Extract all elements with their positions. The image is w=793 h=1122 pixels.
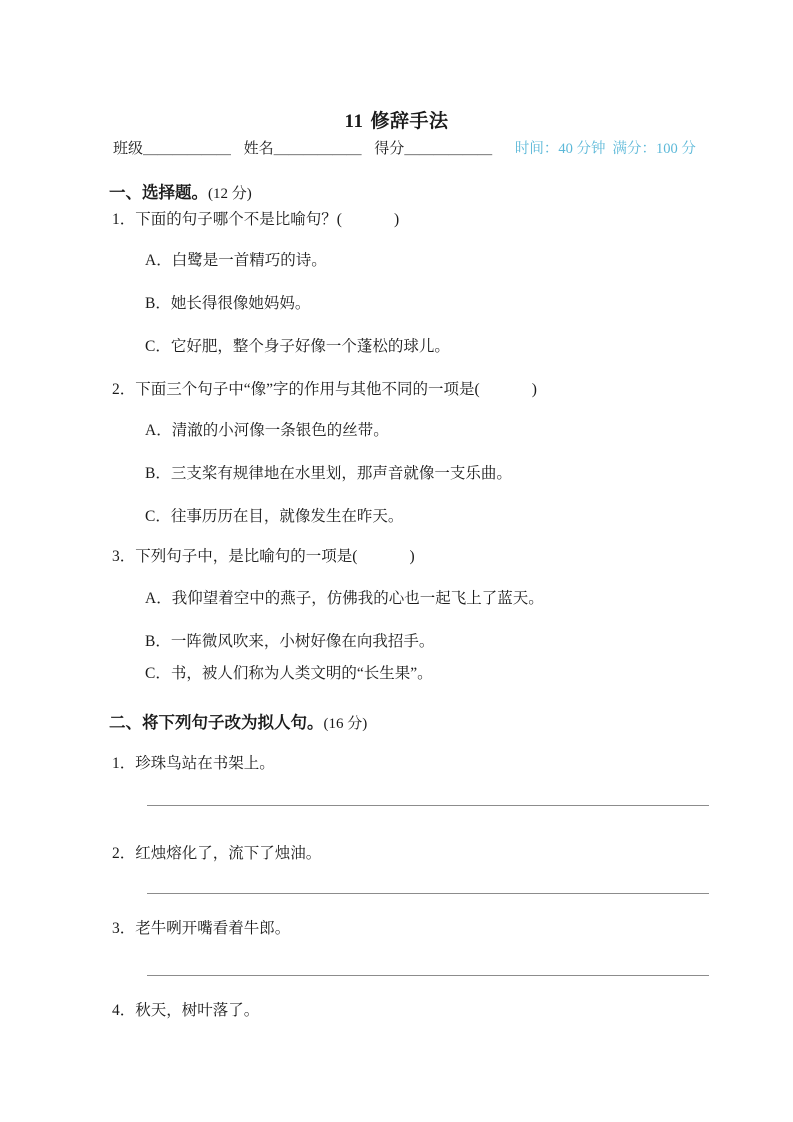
rewrite-item-1-text: 珍珠鸟站在书架上。: [135, 755, 275, 772]
option-c-text: 往事历历在目，就像发生在昨天。: [170, 508, 404, 525]
answer-line-3[interactable]: [147, 975, 709, 976]
answer-line-1[interactable]: [147, 805, 709, 806]
option-c-text: 书，被人们称为人类文明的“长生果”。: [170, 665, 433, 682]
option-a-text: 清澈的小河像一条银色的丝带。: [171, 422, 389, 439]
option-a-label: A．: [145, 422, 172, 439]
rewrite-item-2: [112, 843, 321, 865]
page-title-text: 修辞手法: [370, 111, 449, 132]
option-c-text: 它好肥，整个身子好像一个蓬松的球儿。: [170, 338, 450, 355]
answer-line-2[interactable]: [147, 893, 709, 894]
section-heading-1: [109, 179, 252, 203]
question-1-option-a[interactable]: [145, 250, 327, 272]
option-b-text: 三支桨有规律地在水里划，那声音就像一支乐曲。: [170, 465, 512, 482]
section-1-title: 一、选择题。: [109, 183, 208, 202]
option-b-text: 一阵微风吹来，小树好像在向我招手。: [170, 633, 435, 650]
section-heading-2: [109, 709, 367, 733]
question-3-option-b[interactable]: [145, 631, 434, 653]
question-3-option-c[interactable]: [145, 663, 433, 685]
page-title: [0, 106, 793, 133]
rewrite-item-4: [112, 1000, 259, 1022]
option-b-label: B．: [145, 465, 171, 482]
question-1-option-c[interactable]: [145, 336, 450, 358]
option-c-label: C．: [145, 338, 171, 355]
class-label: 班级: [113, 141, 144, 157]
question-1-number: 1．: [112, 211, 136, 228]
name-label: 姓名: [243, 141, 274, 157]
rewrite-item-1-number: 1．: [112, 755, 136, 772]
question-1-answer-slot[interactable]: ): [393, 211, 400, 228]
question-2-number: 2．: [112, 381, 136, 398]
exam-meta: [515, 141, 696, 157]
total-points: 满分：100 分: [612, 141, 696, 157]
question-2-answer-slot[interactable]: ): [531, 381, 537, 398]
question-2-option-b[interactable]: [145, 463, 512, 485]
rewrite-item-3: [112, 918, 290, 940]
time-limit: 时间：40 分钟: [514, 141, 606, 157]
option-a-text: 白鹭是一首精巧的诗。: [171, 252, 327, 269]
option-b-label: B．: [145, 295, 171, 312]
name-field: [244, 141, 362, 157]
question-1: [112, 209, 399, 231]
rewrite-item-4-text: 秋天，树叶落了。: [135, 1002, 260, 1019]
score-label: 得分: [374, 141, 405, 157]
class-field: [113, 141, 231, 157]
question-2: [112, 379, 537, 401]
option-b-text: 她长得很像她妈妈。: [170, 295, 311, 312]
question-3-number: 3．: [112, 548, 136, 565]
question-3-option-a[interactable]: [145, 588, 544, 610]
score-field: [374, 141, 492, 157]
question-2-option-c[interactable]: [145, 506, 403, 528]
option-a-label: A．: [145, 252, 172, 269]
class-blank[interactable]: ＿＿＿＿＿＿: [143, 141, 231, 157]
rewrite-item-2-number: 2．: [112, 845, 136, 862]
rewrite-item-3-text: 老牛咧开嘴看着牛郎。: [135, 920, 291, 937]
question-3-text: 下列句子中，是比喻句的一项是(: [135, 548, 358, 565]
section-2-title: 二、将下列句子改为拟人句。: [109, 713, 324, 732]
section-2-points: (16 分): [323, 716, 368, 732]
question-2-text: 下面三个句子中“像”字的作用与其他不同的一项是(: [135, 381, 480, 398]
question-1-option-b[interactable]: [145, 293, 310, 315]
question-3: [112, 546, 415, 568]
option-c-label: C．: [145, 665, 171, 682]
question-2-option-a[interactable]: [145, 420, 389, 442]
name-blank[interactable]: ＿＿＿＿＿＿: [273, 141, 362, 157]
option-b-label: B．: [145, 633, 171, 650]
rewrite-item-3-number: 3．: [112, 920, 136, 937]
option-a-label: A．: [145, 590, 172, 607]
rewrite-item-4-number: 4．: [112, 1002, 136, 1019]
rewrite-item-1: [112, 753, 275, 775]
option-c-label: C．: [145, 508, 171, 525]
option-a-text: 我仰望着空中的燕子，仿佛我的心也一起飞上了蓝天。: [171, 590, 544, 607]
student-info-row: [113, 139, 713, 159]
score-blank[interactable]: ＿＿＿＿＿＿: [404, 141, 492, 157]
rewrite-item-2-text: 红烛熔化了，流下了烛油。: [135, 845, 322, 862]
question-1-text: 下面的句子哪个不是比喻句？(: [135, 211, 342, 228]
section-1-points: (12 分): [208, 186, 252, 202]
page-title-number: 11: [344, 111, 364, 132]
question-3-answer-slot[interactable]: ): [409, 548, 415, 565]
